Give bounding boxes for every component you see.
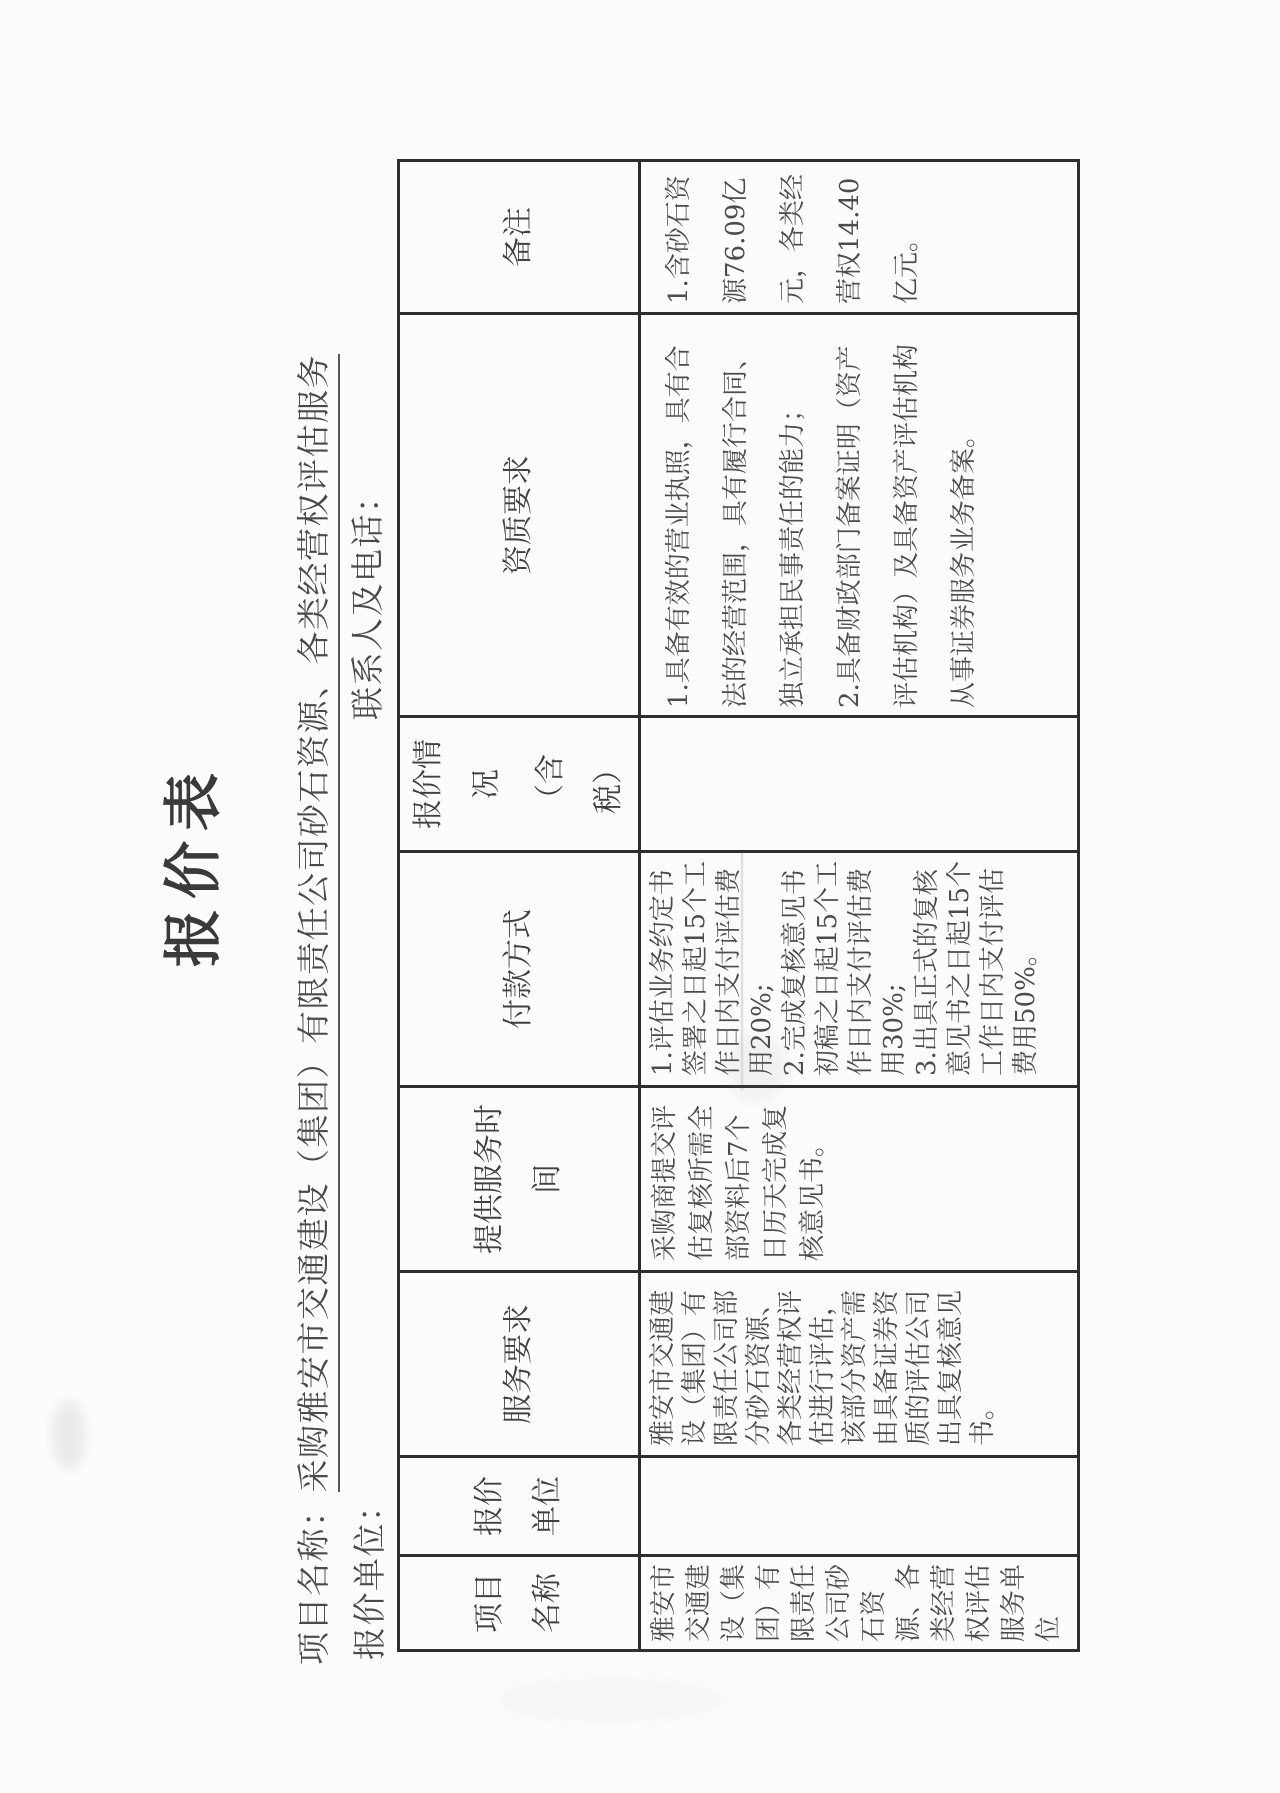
cell-quote-unit	[640, 1457, 1079, 1556]
header-service-time: 提供服务时间	[399, 1087, 640, 1272]
cell-service-requirements: 雅安市交通建设（集团）有限责任公司部分砂石资源、各类经营权评估进行评估，该部分资产需由具备证券资质的评估公司出具复核意见书。	[640, 1272, 1079, 1457]
header-remarks: 备注	[399, 161, 640, 314]
contact-label: 联系人及电话：	[348, 478, 387, 720]
cell-project-name: 雅安市交通建设（集团）有限责任公司砂石资源、各类经营权评估服务单位	[640, 1556, 1079, 1651]
cell-payment-method: 1.评估业务约定书签署之日起15个工作日内支付评估费用20%; 2.完成复核意见书初稿之日起15个工作日内支付评估费用30%; 3.出具正式的复核意见书之日起15个工作日内支付评估费用50%。	[640, 852, 1079, 1087]
header-payment-method: 付款方式	[399, 852, 640, 1087]
cell-quote-status	[640, 717, 1079, 852]
header-quote-status-line2: （含税）	[533, 754, 626, 814]
project-name-label: 项目名称：	[294, 1492, 333, 1665]
cell-qualifications: 1.具备有效的营业执照，具有合法的经营范围，具有履行合同、独立承担民事责任的能力； 2.具备财政部门备案证明（资产评估机构）及具备资产评估机构从事证券服务业务备案。	[640, 314, 1079, 717]
quote-unit-label: 报价单位：	[350, 1487, 389, 1660]
table-data-row	[640, 161, 1079, 1651]
header-quote-status	[399, 717, 640, 852]
page-title: 报价表	[159, 762, 227, 967]
header-quote-unit: 报价单位	[399, 1457, 640, 1556]
scan-smudge	[52, 1400, 86, 1470]
cell-service-time: 采购商提交评估复核所需全部资料后7个日历天完成复核意见书。	[640, 1087, 1079, 1272]
project-name-line	[288, 354, 335, 1665]
info-line	[344, 0, 388, 1793]
table-header-row	[399, 161, 640, 1651]
scan-smudge	[495, 1677, 725, 1723]
header-project-name: 项目名称	[399, 1556, 640, 1651]
header-service-requirements: 服务要求	[399, 1272, 640, 1457]
cell-remarks: 1.含砂石资源76.09亿元，各类经营权14.40亿元。	[640, 161, 1079, 314]
header-quote-status-line1: 报价情况	[411, 739, 504, 829]
project-name-value: 采购雅安市交通建设（集团）有限责任公司砂石资源、各类经营权评估服务	[294, 354, 340, 1493]
header-qualifications: 资质要求	[399, 314, 640, 717]
quotation-table	[397, 159, 1080, 1652]
